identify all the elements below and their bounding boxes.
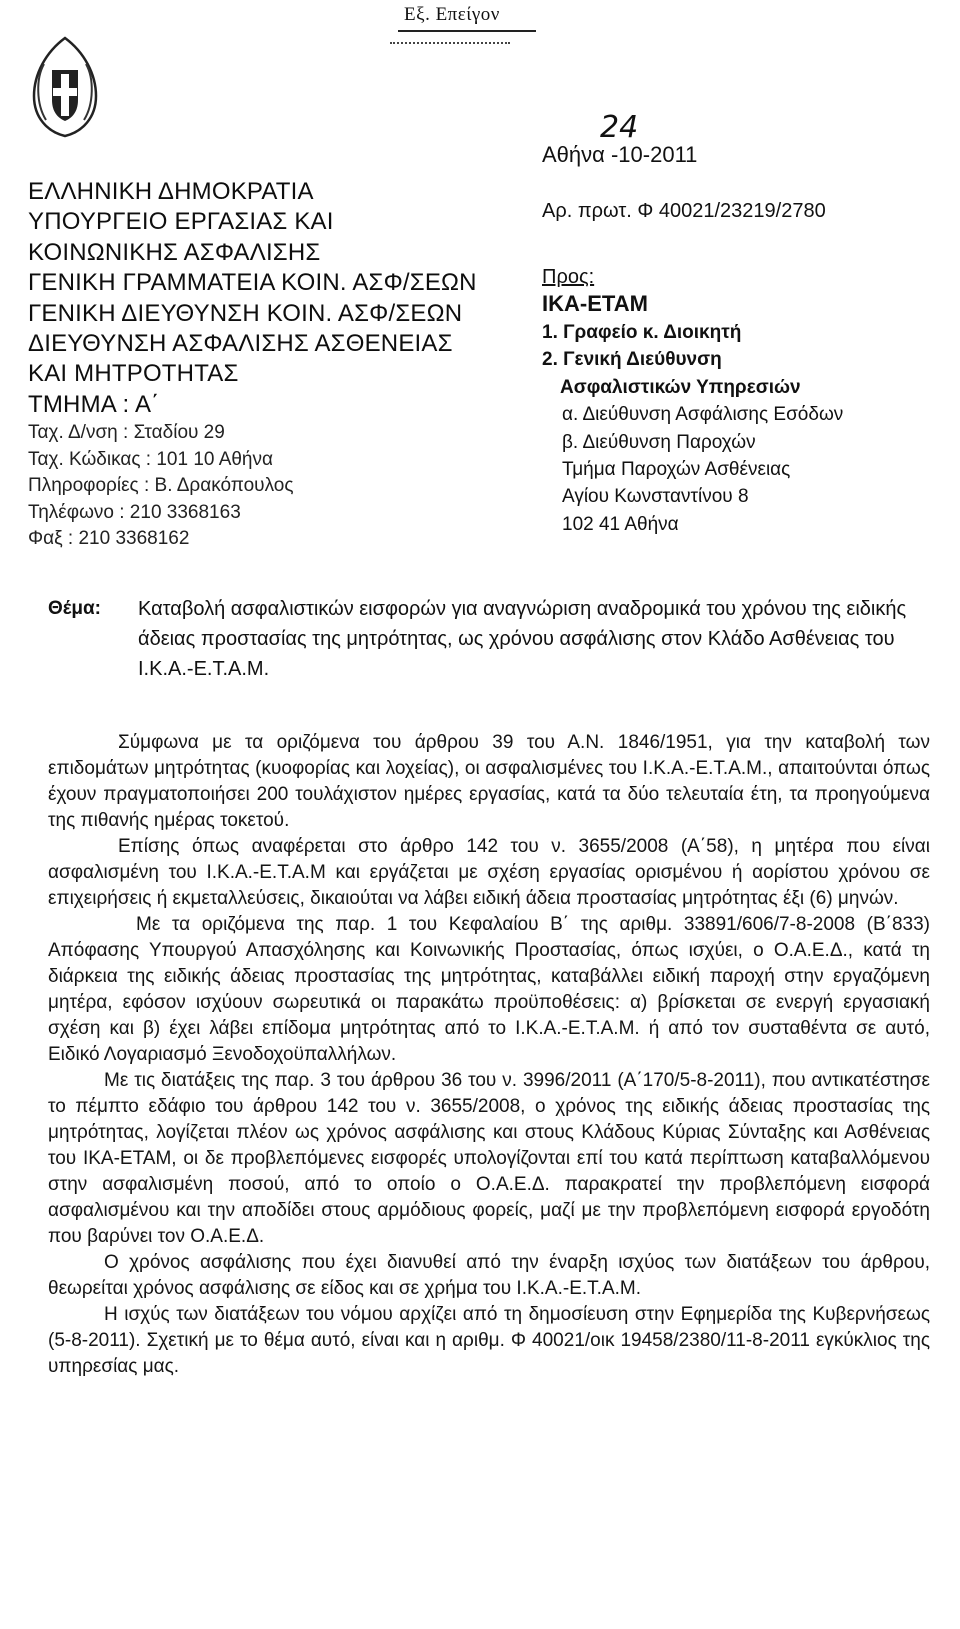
recipient-line: α. Διεύθυνση Ασφάλισης Εσόδων bbox=[562, 404, 844, 426]
recipient-line: 1. Γραφείο κ. Διοικητή bbox=[542, 322, 742, 343]
contact-postcode: Ταχ. Κώδικας : 101 10 Αθήνα bbox=[28, 448, 273, 470]
urgent-underline bbox=[398, 30, 536, 32]
recipient-block bbox=[542, 110, 942, 538]
urgent-dotted-line bbox=[390, 42, 510, 44]
sender-line: ΕΛΛΗΝΙΚΗ ΔΗΜΟΚΡΑΤΙΑ bbox=[28, 178, 314, 205]
sender-line: ΓΕΝΙΚΗ ΔΙΕΥΘΥΝΣΗ ΚΟΙΝ. ΑΣΦ/ΣΕΩΝ bbox=[28, 299, 463, 327]
protocol-number: Αρ. πρωτ. Φ 40021/23219/2780 bbox=[542, 200, 826, 222]
urgent-stamp: Εξ. Επείγον bbox=[404, 4, 500, 25]
body-paragraph: Σύμφωνα με τα οριζόμενα του άρθρου 39 του Α.Ν. 1846/1951, για την καταβολή των επιδομάτων μητρότητας (κυοφορίας και λοχείας), οι ασφαλισμένες του Ι.Κ.Α.-Ε.Τ.Α.Μ., απαιτούνται όπως έχουν πραγματοποιήσει 200 τουλάχιστον ημέρες εργασίας, κατά τα δύο τελευταία έτη, τα προηγούμενα της πιθανής ημέρας τοκετού. bbox=[48, 732, 930, 831]
recipient-line: Ασφαλιστικών Υπηρεσιών bbox=[560, 376, 801, 398]
sender-department: ΤΜΗΜΑ : Α΄ bbox=[28, 390, 160, 418]
body-paragraph: Με τις διατάξεις της παρ. 3 του άρθρου 36 του ν. 3996/2011 (Α΄170/5-8-2011), που αντικατέστησε το πέμπτο εδάφιο του άρθρου 142 του ν. 3655/2008, ο χρόνος της ειδικής άδειας προστασίας της μητρότητας, λογίζεται πλέον ως χρόνος ασφάλισης και στους Κλάδους Κύριας Σύνταξης και Ασθένειας του ΙΚΑ-ΕΤΑΜ, οι δε προβλεπόμενες εισφορές υπολογίζονται επί του κατά περίπτωση καταβαλλόμενου στην ασφαλισμένη ποσού, από το οποίο ο Ο.Α.Ε.Δ. παρακρατεί την προβλεπόμενη εισφορά ασφαλισμένου και την αποδίδει στους αρμόδιους φορείς, μαζί με την προβλεπόμενη εισφορά εργοδότη που βαρύνει τον Ο.Α.Ε.Δ. bbox=[48, 1070, 930, 1247]
contact-address: Ταχ. Δ/νση : Σταδίου 29 bbox=[28, 422, 225, 444]
sender-line: ΚΑΙ ΜΗΤΡΟΤΗΤΑΣ bbox=[28, 360, 239, 388]
subject-label: Θέμα: bbox=[48, 598, 101, 619]
body-paragraph: Ο χρόνος ασφάλισης που έχει διανυθεί από την έναρξη ισχύος των διατάξεων του άρθρου, θεωρείται χρόνος ασφάλισης σε είδος και σε χρήμα του Ι.Κ.Α.-Ε.Τ.Α.Μ. bbox=[48, 1252, 930, 1299]
body-paragraph: Με τα οριζόμενα της παρ. 1 του Κεφαλαίου Β΄ της αριθμ. 33891/606/7-8-2008 (Β΄833) Απόφασης Υπουργού Απασχόλησης και Κοινωνικής Προστασίας, όπως ισχύει, ο Ο.Α.Ε.Δ., κατά τη διάρκεια της ειδικής άδειας προστασίας της μητρότητας, καταβάλλει ειδική παροχή στην εργαζόμενη μητέρα, εφόσον ισχύουν σωρευτικά οι παρακάτω προϋποθέσεις: α) βρίσκεται σε ενεργή εργασιακή σχέση και β) έχει λάβει επίδομα μητρότητας από το Ι.Κ.Α.-Ε.Τ.Α.Μ. ή από τον συσταθέντα σε αυτό, Ειδικό Λογαριασμό Ξενοδοχοϋπαλλήλων. bbox=[48, 914, 930, 1065]
sender-line: ΥΠΟΥΡΓΕΙΟ ΕΡΓΑΣΙΑΣ ΚΑΙ bbox=[28, 208, 334, 236]
recipient-line: 2. Γενική Διεύθυνση bbox=[542, 349, 722, 371]
sender-block bbox=[28, 177, 538, 553]
handwritten-day: 24 bbox=[600, 110, 639, 145]
greek-coat-of-arms-icon bbox=[26, 34, 104, 138]
letter-body bbox=[48, 730, 930, 1380]
contact-fax: Φαξ : 210 3368162 bbox=[28, 528, 190, 550]
recipients-label: Προς: bbox=[542, 266, 595, 288]
sender-line: ΓΕΝΙΚΗ ΓΡΑΜΜΑΤΕΙΑ ΚΟΙΝ. ΑΣΦ/ΣΕΩΝ bbox=[28, 269, 477, 297]
document-date: Αθήνα -10-2011 bbox=[542, 142, 698, 167]
subject-block bbox=[48, 594, 928, 684]
recipient-line: 102 41 Αθήνα bbox=[562, 513, 679, 535]
subject-text: Καταβολή ασφαλιστικών εισφορών για αναγνώριση αναδρομικά του χρόνου της ειδικής άδειας προστασίας της μητρότητας, ως χρόνου ασφάλισης στον Κλάδο Ασθένειας του Ι.Κ.Α.-Ε.Τ.Α.Μ. bbox=[138, 598, 907, 680]
recipient-line: Αγίου Κωνσταντίνου 8 bbox=[562, 486, 749, 508]
sender-line: ΚΟΙΝΩΝΙΚΗΣ ΑΣΦΑΛΙΣΗΣ bbox=[28, 238, 321, 266]
recipient-line: β. Διεύθυνση Παροχών bbox=[562, 431, 756, 453]
recipient-line: Τμήμα Παροχών Ασθένειας bbox=[562, 459, 791, 481]
body-paragraph: Επίσης όπως αναφέρεται στο άρθρο 142 του ν. 3655/2008 (Α΄58), η μητέρα που είναι ασφαλισμένη του Ι.Κ.Α.-Ε.Τ.Α.Μ και εργάζεται με σχέση εργασίας ορισμένου ή αορίστου χρόνου σε επιχειρήσεις ή εκμεταλλεύσεις, δικαιούται να λάβει ειδική άδεια προστασίας μητρότητας έξι (6) μηνών. bbox=[48, 836, 930, 909]
recipient-organization: ΙΚΑ-ΕΤΑΜ bbox=[542, 291, 648, 316]
body-paragraph: Η ισχύς των διατάξεων του νόμου αρχίζει από τη δημοσίευση στην Εφημερίδα της Κυβερνήσεως (5-8-2011). Σχετική με το θέμα αυτό, είναι και η αριθμ. Φ 40021/οικ 19458/2380/11-8-2011 εγκύκλιος της υπηρεσίας μας. bbox=[48, 1304, 930, 1377]
sender-line: ΔΙΕΥΘΥΝΣΗ ΑΣΦΑΛΙΣΗΣ ΑΣΘΕΝΕΙΑΣ bbox=[28, 330, 453, 358]
contact-phone: Τηλέφωνο : 210 3368163 bbox=[28, 501, 241, 523]
contact-info: Πληροφορίες : Β. Δρακόπουλος bbox=[28, 475, 294, 497]
